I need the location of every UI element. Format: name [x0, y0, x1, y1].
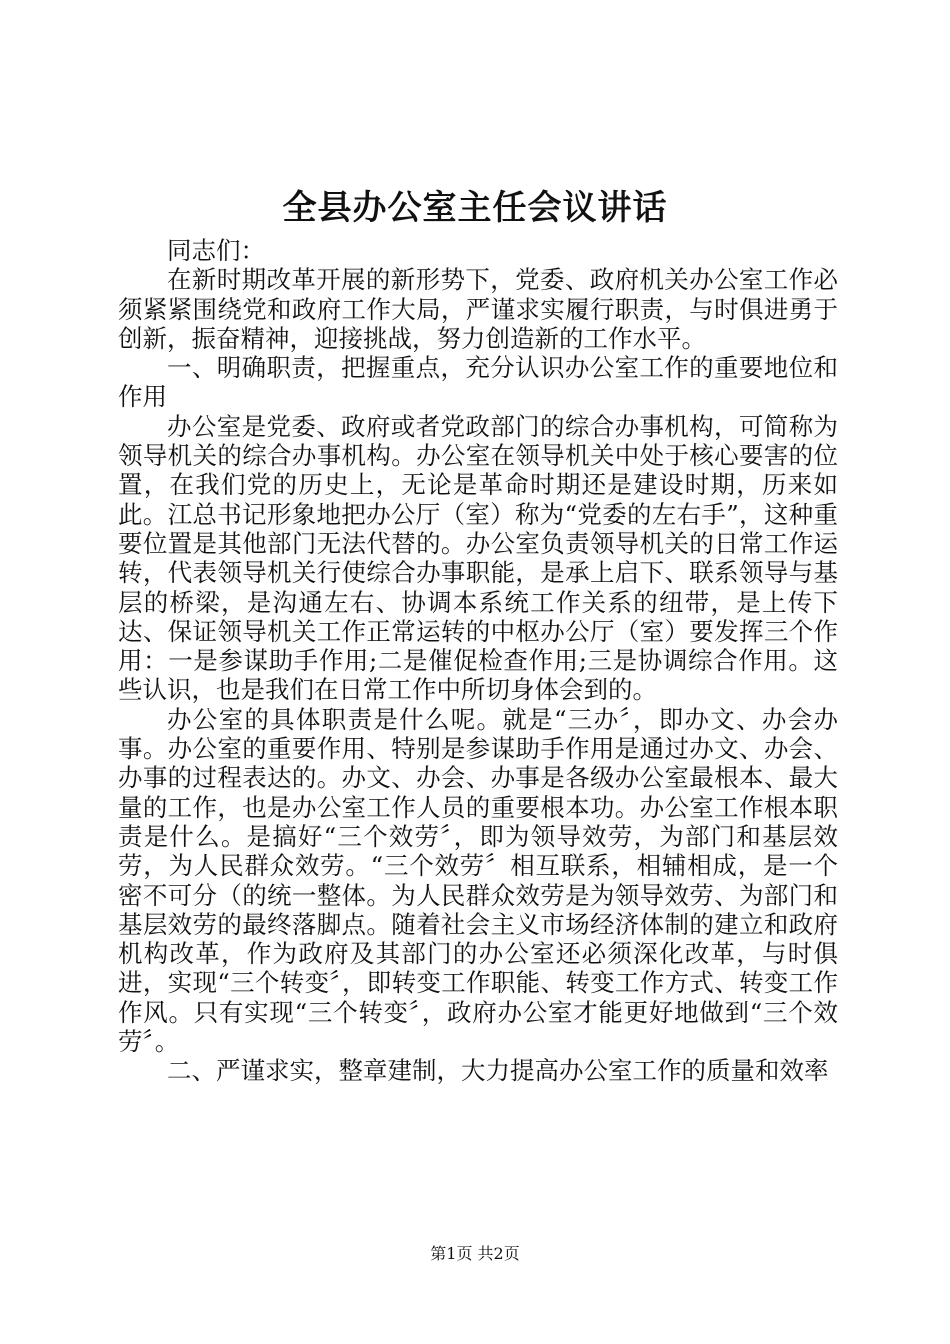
paragraph-intro: 在新时期改革开展的新形势下，党委、政府机关办公室工作必须紧紧围绕党和政府工作大局，严谨求实履行职责，与时俱进勇于创新，振奋精神，迎接挑战，努力创造新的工作水平。 — [118, 265, 838, 353]
paragraph-office-role: 办公室是党委、政府或者党政部门的综合办事机构，可简称为领导机关的综合办事机构。办公室在领导机关中处于核心要害的位置，在我们党的历史上，无论是革命时期还是建设时期，历来如此。江总书记形象地把办公厅（室）称为“党委的左右手”，这种重要位置是其他部门无法代替的。办公室负责领导机关的日常工作运转，代表领导机关行使综合办事职能，是承上启下、联系领导与基层的桥梁，是沟通左右、协调本系统工作关系的纽带，是上传下达、保证领导机关工作正常运转的中枢办公厅（室）要发挥三个作用：一是参谋助手作用;二是催促检查作用;三是协调综合作用。这些认识，也是我们在日常工作中所切身体会到的。 — [118, 411, 838, 705]
document-body — [118, 236, 838, 1086]
document-title: 全县办公室主任会议讲话 — [282, 188, 668, 228]
salutation: 同志们： — [167, 236, 265, 265]
page-footer: 第1页 共2页 — [430, 1244, 520, 1263]
section-heading-2: 二、严谨求实，整章建制，大力提高办公室工作的质量和效率 — [167, 1056, 829, 1086]
section-heading-1: 一、明确职责，把握重点，充分认识办公室工作的重要地位和作用 — [118, 353, 838, 412]
paragraph-office-duties: 办公室的具体职责是什么呢。就是“三办〞，即办文、办会办事。办公室的重要作用、特别是参谋助手作用是通过办文、办会、办事的过程表达的。办文、办会、办事是各级办公室最根本、最大量的工作，也是办公室工作人员的重要根本功。办公室工作根本职责是什么。是搞好“三个效劳〞，即为领导效劳，为部门和基层效劳，为人民群众效劳。“三个效劳〞相互联系，相辅相成，是一个密不可分（的统一整体。为人民群众效劳是为领导效劳、为部门和基层效劳的最终落脚点。随着社会主义市场经济体制的建立和政府机构改革，作为政府及其部门的办公室还必须深化改革，与时俱进，实现“三个转变〞，即转变工作职能、转变工作方式、转变工作作风。只有实现“三个转变〞，政府办公室才能更好地做到“三个效劳〞。 — [118, 704, 838, 1057]
